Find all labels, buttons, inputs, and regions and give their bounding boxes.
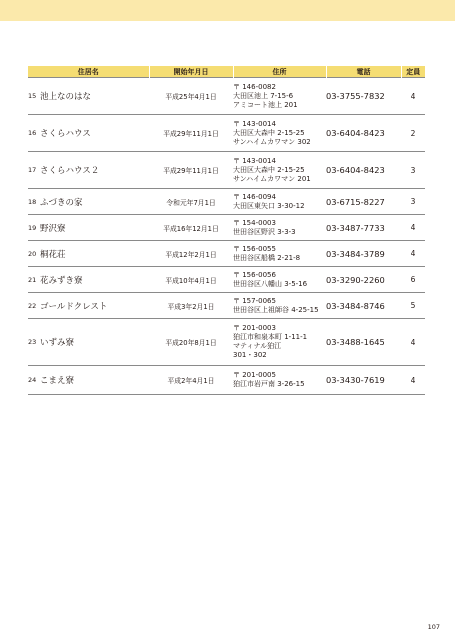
row-number: 21	[28, 267, 40, 293]
address-cell	[233, 293, 326, 319]
row-number: 24	[28, 366, 40, 395]
phone-number: 03-3484-8746	[326, 293, 401, 319]
header-capacity: 定員	[401, 66, 425, 78]
header-address: 住所	[233, 66, 326, 78]
postal-code: 〒 143-0014	[233, 156, 276, 165]
capacity: 6	[401, 267, 425, 293]
postal-code: 〒 201-0003	[233, 324, 276, 332]
page-number: 107	[427, 623, 440, 631]
address-cell	[233, 319, 326, 366]
capacity: 5	[401, 293, 425, 319]
row-number: 20	[28, 241, 40, 267]
address-cell	[233, 215, 326, 241]
address-cell	[233, 366, 326, 395]
capacity: 4	[401, 241, 425, 267]
address-line: 狛江市岩戸南 3-26-15	[233, 380, 305, 388]
postal-code: 〒 156-0055	[233, 244, 276, 253]
address-line: 世田谷区八幡山 3-5-16	[233, 279, 308, 288]
address-line: アミコート池上 201	[233, 100, 298, 109]
postal-code: 〒 146-0094	[233, 192, 276, 201]
row-number: 22	[28, 293, 40, 319]
address-line: サンハイムカワマン 201	[233, 174, 311, 183]
phone-number: 03-6715-8227	[326, 189, 401, 215]
address-line: 大田区大森中 2-15-25	[233, 128, 305, 137]
opening-date: 平成3年2月1日	[149, 293, 233, 319]
postal-code: 〒 154-0003	[233, 218, 276, 227]
phone-number: 03-6404-8423	[326, 115, 401, 152]
capacity: 2	[401, 115, 425, 152]
postal-code: 〒 157-0065	[233, 296, 276, 305]
address-line: 世田谷区野沢 3-3-3	[233, 227, 296, 236]
postal-code: 〒 146-0082	[233, 82, 276, 91]
residence-name: 桐花荘	[40, 241, 149, 267]
capacity: 3	[401, 152, 425, 189]
residence-name: ふづきの家	[40, 189, 149, 215]
residence-name: いずみ寮	[40, 319, 149, 366]
residence-name: 野沢寮	[40, 215, 149, 241]
phone-number: 03-3487-7733	[326, 215, 401, 241]
address-line: サンハイムカワマン 302	[233, 137, 311, 146]
header-name: 住居名	[28, 66, 149, 78]
table-row	[28, 293, 425, 319]
capacity: 4	[401, 366, 425, 395]
row-number: 19	[28, 215, 40, 241]
table-row	[28, 189, 425, 215]
opening-date: 平成29年11月1日	[149, 115, 233, 152]
residence-name: こまえ寮	[40, 366, 149, 395]
address-line: 大田区池上 7-15-6	[233, 91, 294, 100]
address-line: 世田谷区上祖師谷 4-25-15	[233, 305, 319, 314]
address-cell	[233, 115, 326, 152]
row-number: 16	[28, 115, 40, 152]
row-number: 15	[28, 78, 40, 115]
phone-number: 03-3430-7619	[326, 366, 401, 395]
address-cell	[233, 152, 326, 189]
table-row	[28, 152, 425, 189]
address-line: 301・302	[233, 351, 267, 359]
table-row	[28, 78, 425, 115]
table-row	[28, 115, 425, 152]
phone-number: 03-3755-7832	[326, 78, 401, 115]
opening-date: 令和元年7月1日	[149, 189, 233, 215]
capacity: 4	[401, 215, 425, 241]
opening-date: 平成25年4月1日	[149, 78, 233, 115]
address-cell	[233, 78, 326, 115]
postal-code: 〒 156-0056	[233, 270, 276, 279]
table-header-row	[28, 66, 425, 78]
capacity: 4	[401, 78, 425, 115]
address-line: 世田谷区船橋 2-21-8	[233, 253, 301, 262]
opening-date: 平成29年11月1日	[149, 152, 233, 189]
capacity: 4	[401, 319, 425, 366]
opening-date: 平成10年4月1日	[149, 267, 233, 293]
header-opened: 開始年月日	[149, 66, 233, 78]
phone-number: 03-3290-2260	[326, 267, 401, 293]
address-cell	[233, 189, 326, 215]
table-row	[28, 366, 425, 395]
facility-table	[28, 66, 425, 395]
opening-date: 平成20年8月1日	[149, 319, 233, 366]
row-number: 18	[28, 189, 40, 215]
address-cell	[233, 241, 326, 267]
postal-code: 〒 201-0005	[233, 371, 276, 379]
table-body	[28, 78, 425, 395]
opening-date: 平成2年4月1日	[149, 366, 233, 395]
capacity: 3	[401, 189, 425, 215]
postal-code: 〒 143-0014	[233, 119, 276, 128]
table-row	[28, 267, 425, 293]
table-row	[28, 215, 425, 241]
opening-date: 平成12年2月1日	[149, 241, 233, 267]
top-color-band	[0, 0, 455, 21]
residence-name: さくらハウス	[40, 115, 149, 152]
residence-name: ゴールドクレスト	[40, 293, 149, 319]
residence-name: 花みずき寮	[40, 267, 149, 293]
residence-name: さくらハウス２	[40, 152, 149, 189]
address-line: 大田区東矢口 3-30-12	[233, 201, 305, 210]
row-number: 23	[28, 319, 40, 366]
address-line: 大田区大森中 2-15-25	[233, 165, 305, 174]
phone-number: 03-3488-1645	[326, 319, 401, 366]
opening-date: 平成16年12月1日	[149, 215, 233, 241]
table-row	[28, 319, 425, 366]
address-line: マティナル狛江	[233, 342, 282, 350]
header-phone: 電話	[326, 66, 401, 78]
row-number: 17	[28, 152, 40, 189]
table-row	[28, 241, 425, 267]
phone-number: 03-3484-3789	[326, 241, 401, 267]
residence-name: 池上なのはな	[40, 78, 149, 115]
address-line: 狛江市和泉本町 1-11-1	[233, 333, 308, 341]
phone-number: 03-6404-8423	[326, 152, 401, 189]
address-cell	[233, 267, 326, 293]
